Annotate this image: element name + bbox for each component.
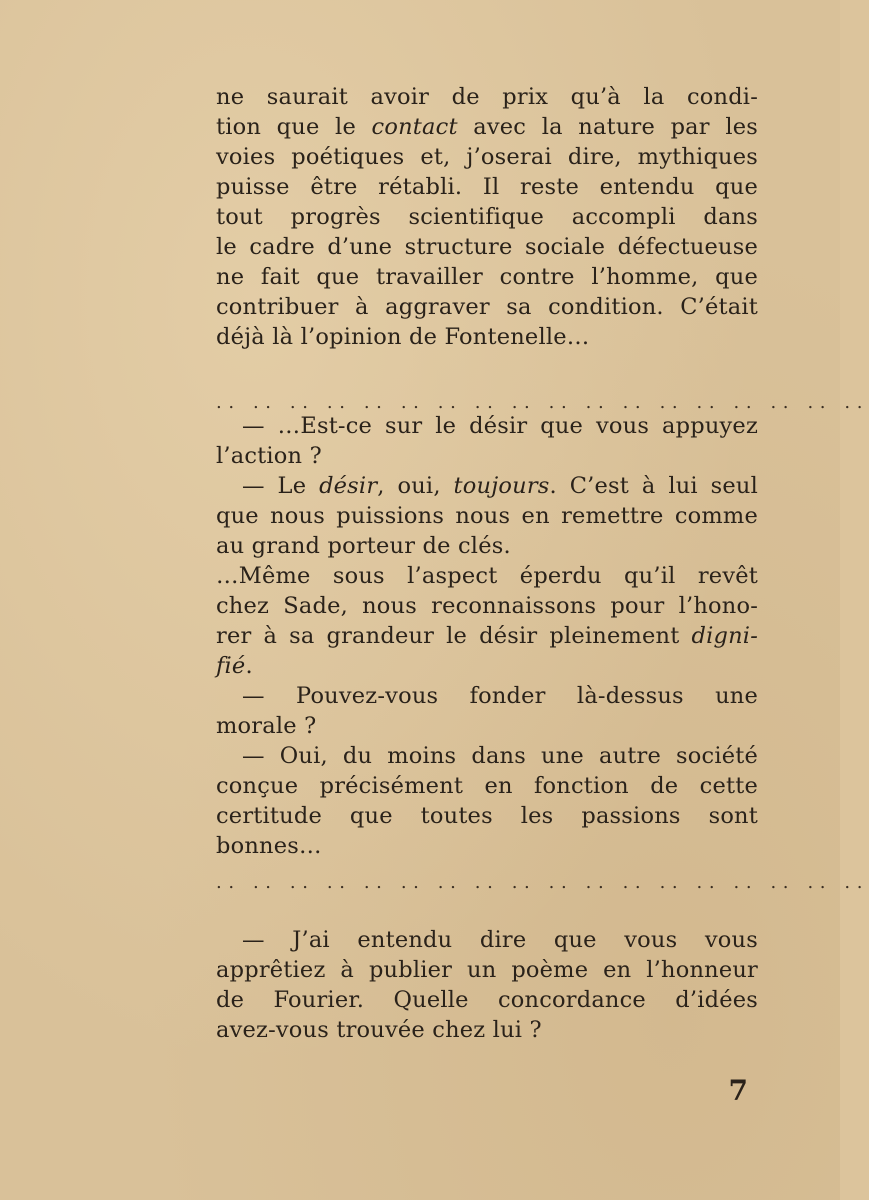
- text-line: ne saurait avoir de prix qu’à la condi-: [216, 84, 758, 110]
- text-line: morale ?: [216, 713, 317, 739]
- text-line: — Le désir, oui, toujours. C’est à lui seul: [242, 473, 759, 499]
- text-line: fié.: [216, 653, 253, 679]
- text-line: …Même sous l’aspect éperdu qu’il revêt: [216, 563, 758, 589]
- dialogue-block: [216, 411, 758, 861]
- text-line: certitude que toutes les passions sont: [216, 803, 758, 829]
- text-line: — …Est-ce sur le désir que vous appuyez: [242, 413, 758, 439]
- text-line: tout progrès scientifique accompli dans: [216, 204, 758, 230]
- paragraph-block-1: [216, 82, 758, 352]
- text-line: — Oui, du moins dans une autre société: [242, 743, 758, 769]
- text-line: — Pouvez-vous fonder là-dessus une: [242, 683, 758, 709]
- text-line: rer à sa grandeur le désir pleinement digni-: [216, 623, 758, 649]
- text-line: — J’ai entendu dire que vous vous: [242, 927, 758, 953]
- text-line: l’action ?: [216, 443, 322, 469]
- text-line: de Fourier. Quelle concordance d’idées: [216, 987, 758, 1013]
- text-line: contribuer à aggraver sa condition. C’était: [216, 294, 758, 320]
- text-line: puisse être rétabli. Il reste entendu que: [216, 174, 758, 200]
- text-line: apprêtiez à publier un poème en l’honneur: [216, 957, 758, 983]
- ellipsis-separator-2: .. .. .. .. .. .. .. .. .. .. .. .. .. .. .. .. .. ..: [216, 872, 869, 893]
- ellipsis-separator-1: .. .. .. .. .. .. .. .. .. .. .. .. .. .. .. .. .. ..: [216, 392, 869, 413]
- text-line: au grand porteur de clés.: [216, 533, 511, 559]
- question-block: [216, 925, 758, 1045]
- text-line: conçue précisément en fonction de cette: [216, 773, 758, 799]
- text-line: avez-vous trouvée chez lui ?: [216, 1017, 542, 1043]
- page-number: 7: [728, 1074, 748, 1107]
- text-line: ne fait que travailler contre l’homme, que: [216, 264, 758, 290]
- text-line: tion que le contact avec la nature par les: [216, 114, 758, 140]
- text-line: chez Sade, nous reconnaissons pour l’hono-: [216, 593, 758, 619]
- text-line: déjà là l’opinion de Fontenelle…: [216, 324, 590, 350]
- text-line: bonnes…: [216, 833, 322, 859]
- text-line: que nous puissions nous en remettre comme: [216, 503, 758, 529]
- text-line: voies poétiques et, j’oserai dire, mythiques: [216, 144, 758, 170]
- text-line: le cadre d’une structure sociale défectueuse: [216, 234, 758, 260]
